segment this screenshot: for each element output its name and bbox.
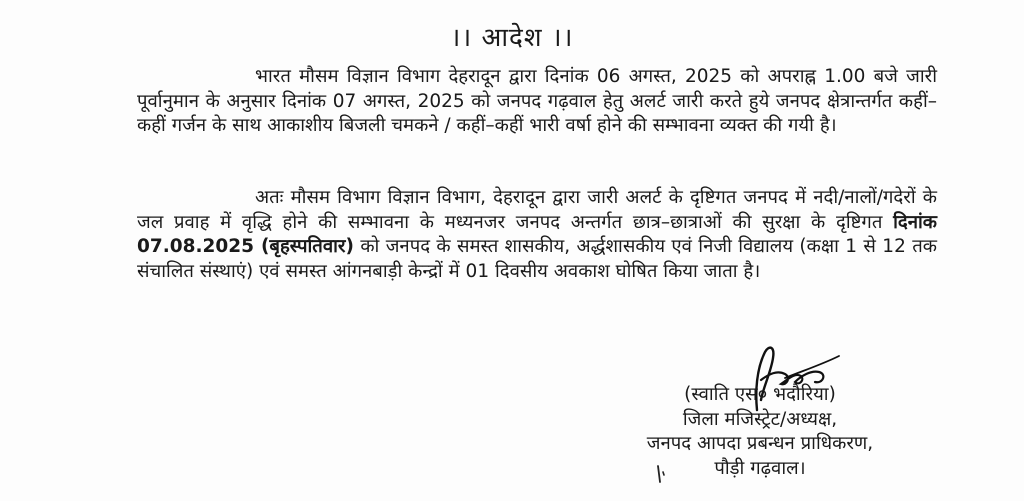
signatory-location: पौड़ी गढ़वाल। (714, 457, 806, 479)
closure-text-after: को जनपद के समस्त शासकीय, अर्द्धशासकीय एवं निजी विद्यालय (कक्षा 1 से 12 तक संचालित संस्थाएं) एवं समस्त आंगनबाड़ी केन्द्रों में 01 दिवसीय अवकाश घोषित किया जाता है। (137, 236, 937, 282)
signatory-authority: जनपद आपदा प्रबन्धन प्राधिकरण, (646, 433, 874, 454)
closure-text-before: अतः मौसम विभाग विज्ञान विभाग, देहरादून द्वारा जारी अलर्ट के दृष्टिगत जनपद में नदी/नालों/गदेरों के जल प्रवाह में वृद्धि होने की सम्भावना के मध्यनजर जनपद अन्तर्गत छात्र–छात्राओं की सुरक्षा के दृष्टिगत (137, 187, 937, 233)
pen-mark (655, 462, 669, 486)
weather-forecast-paragraph: भारत मौसम विज्ञान विभाग देहरादून द्वारा दिनांक 06 अगस्त, 2025 को अपराह्न 1.00 बजे जारी पूर्वानुमान के अनुसार दिनांक 07 अगस्त, 2025 को जनपद गढ़वाल हेतु अलर्ट जारी करते हुये जनपद क्षेत्रान्तर्गत कहीं–कहीं गर्जन के साथ आकाशीय बिजली चमकने / कहीं–कहीं भारी वर्षा होने की सम्भावना व्यक्त की गयी है। (137, 66, 937, 136)
closure-date: दिनांक 07.08.2025 (बृहस्पतिवार) (137, 211, 937, 257)
school-closure-paragraph (137, 186, 937, 284)
signatory-designation: जिला मजिस्ट्रेट/अध्यक्ष, (682, 408, 838, 430)
signature-block (580, 383, 940, 481)
order-heading: ।। आदेश ।। (450, 23, 574, 53)
signatory-name: (स्वाति एस० भदौरिया) (684, 384, 836, 405)
